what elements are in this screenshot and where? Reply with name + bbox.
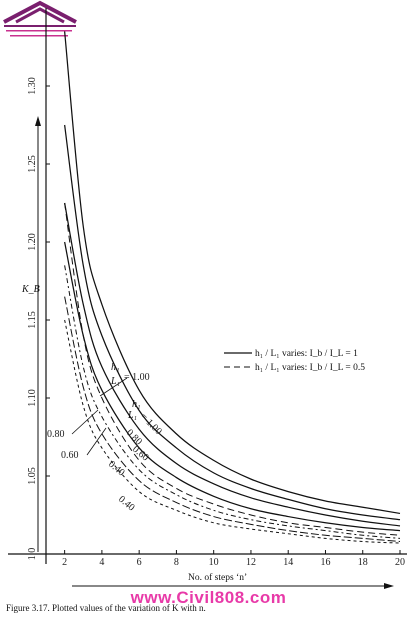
y-tick-label: 1.05: [27, 467, 38, 485]
y-tick-label: 1.25: [27, 155, 38, 173]
y-tick-label: 1.15: [27, 311, 38, 329]
x-tick-label: 6: [136, 557, 142, 568]
annotation-right-080: 0.80: [123, 427, 145, 448]
y-axis-label: K_B: [22, 284, 40, 295]
y-tick-label: 1.0: [27, 547, 38, 561]
x-tick-label: 10: [208, 557, 219, 568]
series-line-1: [65, 31, 400, 513]
annotation-right-eq: = 1.00: [137, 411, 164, 438]
y-tick-label: 1.30: [27, 77, 38, 95]
annotation-left-eq: = 1.00: [124, 372, 150, 383]
legend-dashed-label: h₁ / L₁ varies: I_b / I_L = 0.5: [255, 363, 366, 373]
annotation-right-040b: 0.40: [116, 493, 137, 514]
x-tick-label: 18: [357, 557, 368, 568]
x-axis-label: No. of steps ‘n’: [188, 573, 248, 583]
y-tick-label: 1.20: [27, 233, 38, 251]
y-arrow-head: [35, 116, 41, 126]
x-tick-label: 12: [245, 557, 256, 568]
figure-caption: Figure 3.17. Plotted values of the variation of K with n.: [6, 603, 206, 613]
annotation-leader-line: [87, 428, 106, 455]
annotation-leader-line: [72, 410, 98, 434]
annotation-left-080: 0.80: [47, 429, 65, 440]
legend: [224, 349, 365, 373]
annotation-right-060: 0.60: [130, 443, 151, 464]
x-tick-label: 4: [99, 557, 105, 568]
x-tick-label: 2: [62, 557, 68, 568]
x-tick-label: 16: [320, 557, 331, 568]
x-tick-label: 8: [173, 557, 179, 568]
x-tick-label: 14: [283, 557, 294, 568]
x-tick-label: 20: [395, 557, 405, 568]
annotation-left-l1: L₁: [111, 376, 121, 387]
annotation-right-l1: L₁: [128, 410, 138, 421]
annotation-left-060: 0.60: [61, 450, 79, 461]
series-line-6: [65, 265, 400, 538]
y-tick-label: 1.10: [27, 389, 38, 407]
annotation-right-h1: h₁: [132, 399, 141, 410]
annotation-right-040a: 0.40: [106, 458, 127, 479]
watermark: www.Civil808.com: [130, 588, 287, 607]
labels-layer: [21, 284, 247, 583]
legend-solid-label: h₁ / L₁ varies: I_b / I_L = 1: [255, 349, 358, 359]
annotation-left-h1: h₁: [111, 362, 120, 373]
